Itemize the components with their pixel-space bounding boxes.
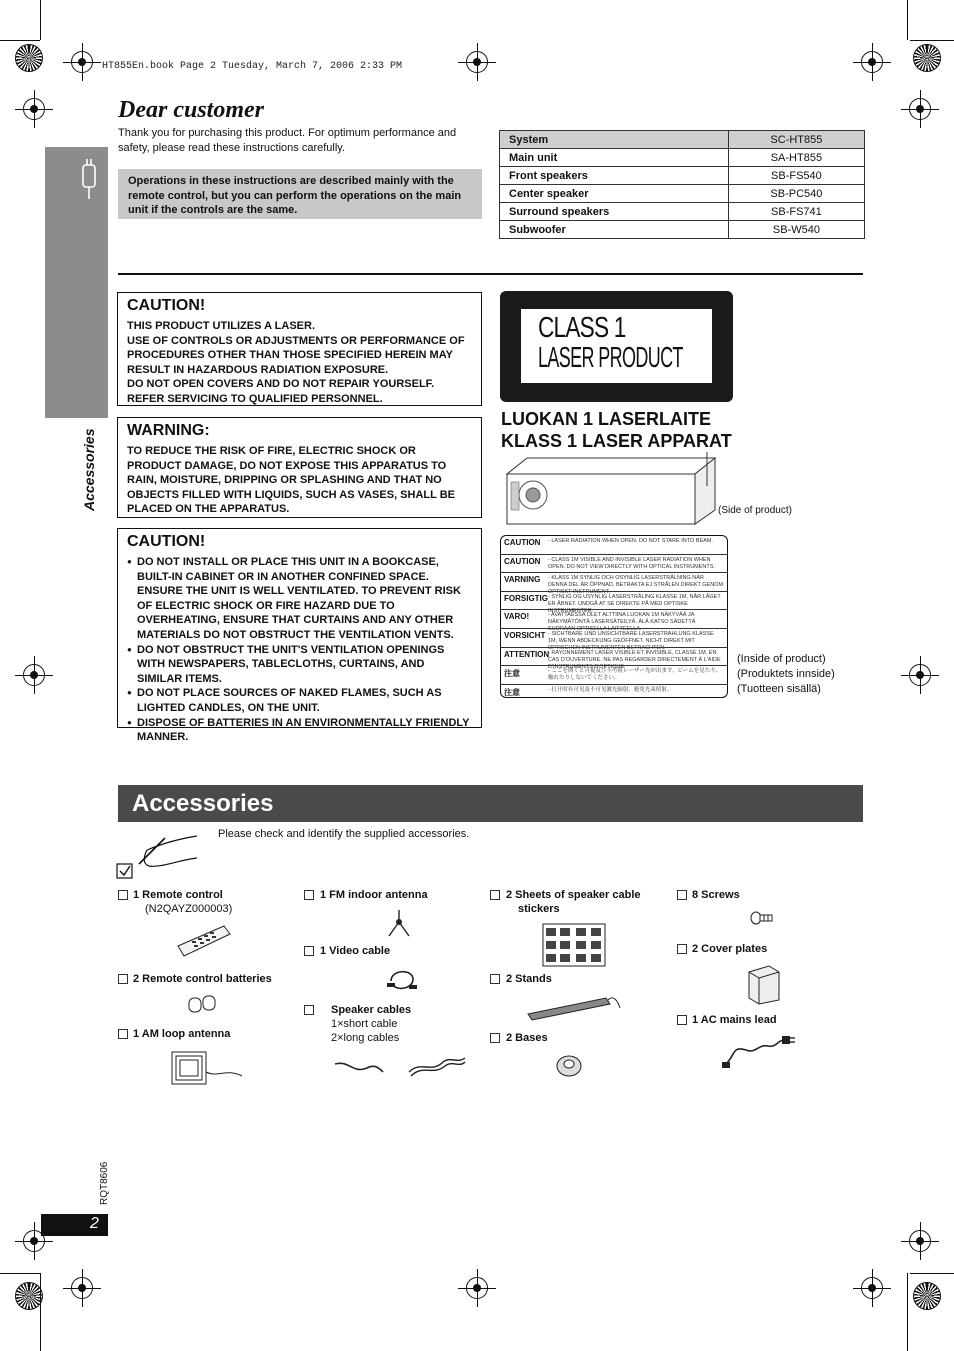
laser-finnish-text: LUOKAN 1 LASERLAITE (501, 409, 712, 429)
laser-class-line2: LASER PRODUCT (538, 342, 683, 374)
base-icon (556, 1052, 582, 1078)
laser-class-line1: CLASS 1 (538, 312, 626, 344)
fm-antenna-icon (387, 910, 411, 938)
table-cell: SB-FS540 (728, 167, 864, 185)
operations-note (118, 169, 482, 219)
table-cell: SB-W540 (728, 221, 864, 239)
accessory-sub: 1×short cable (331, 1018, 398, 1030)
warning-box (117, 417, 482, 518)
accessory-label: 2 Sheets of speaker cable (506, 889, 641, 901)
registration-mark-icon (466, 51, 488, 73)
table-cell: SC-HT855 (728, 131, 864, 149)
inside-caption: (Tuotteen sisällä) (737, 683, 821, 695)
checkbox[interactable] (677, 890, 687, 900)
registration-mark-icon (466, 1277, 488, 1299)
batteries-icon (188, 995, 218, 1015)
page-number: 2 (90, 1215, 99, 1232)
accessory-fm-antenna: 1 FM indoor antenna (320, 889, 428, 901)
table-cell: Surround speakers (500, 203, 729, 221)
registration-mark-icon (861, 1277, 883, 1299)
registration-rosette-icon (15, 44, 43, 72)
warning-title: WARNING: (127, 422, 210, 439)
ac-mains-lead-icon (722, 1034, 796, 1070)
table-row (500, 221, 865, 239)
remote-control-icon (176, 924, 232, 958)
checkbox[interactable] (304, 946, 314, 956)
table-cell: Front speakers (500, 167, 729, 185)
caution-laser-box (117, 292, 482, 406)
inside-caption: (Inside of product) (737, 653, 826, 665)
table-cell: SB-FS741 (728, 203, 864, 221)
operations-note-text: Operations in these instructions are described mainly with the remote control, but you can perform the operations on the main unit if the controls are the same. (128, 175, 462, 216)
caution-line: USE OF CONTROLS OR ADJUSTMENTS OR PERFORMANCE OF PROCEDURES OTHER THAN THOSE SPECIFIED HEREIN MAY RESULT IN HAZARDOUS RADIATION EXPOSURE. (127, 334, 465, 376)
registration-rosette-icon (15, 1282, 43, 1310)
checkbox[interactable] (118, 1029, 128, 1039)
hand-writing-icon (117, 830, 199, 880)
inside-captions (737, 652, 835, 697)
page-title: Dear customer (118, 97, 264, 123)
label-text: - AVATTAESSA OLET ALTTIINA LUOKAN 1M NÄKYVÄÄ JA NÄKYMÄTÖNTÄ LASERSÄTEILYÄ. ÄLÄ KATSO SÄDETTÄ SUORAAN OPTISELLA LAITTEELLA. (548, 612, 696, 633)
registration-mark-icon (861, 51, 883, 73)
table-cell: SB-PC540 (728, 185, 864, 203)
crop-line (0, 40, 40, 41)
crop-line (40, 0, 41, 40)
label-text: - KLASS 1M SYNLIG OCH OSYNLIG LASERSTRÅLNING NÄR DENNA DEL ÄR ÖPPNAD. BETRAKTA EJ STRÅLEN DIREKT GENOM OPTISKT INSTRUMENT. (548, 575, 724, 596)
accessory-speaker-cables (331, 1003, 411, 1045)
label-word: VARO! (504, 612, 530, 622)
table-row (500, 131, 865, 149)
am-loop-antenna-icon (168, 1048, 244, 1088)
registration-mark-icon (23, 664, 45, 686)
crop-line (0, 1273, 40, 1274)
label-word: FORSIGTIG (504, 593, 548, 603)
crop-line (907, 1273, 908, 1351)
table-row (500, 203, 865, 221)
registration-mark-icon (71, 1277, 93, 1299)
registration-mark-icon (71, 51, 93, 73)
accessory-video-cable: 1 Video cable (320, 945, 391, 957)
table-cell: Center speaker (500, 185, 729, 203)
label-row (501, 573, 727, 596)
label-word: ATTENTION (504, 649, 550, 659)
table-cell: Subwoofer (500, 221, 729, 239)
accessory-remote-control (133, 888, 232, 916)
label-row (501, 629, 727, 651)
checkbox[interactable] (304, 890, 314, 900)
crop-line (910, 1273, 954, 1274)
cover-plate-icon (747, 964, 781, 1004)
caution-item: ● DO NOT PLACE SOURCES OF NAKED FLAMES, SUCH AS LIGHTED CANDLES, ON THE UNIT. (127, 686, 472, 715)
registration-mark-icon (23, 98, 45, 120)
table-row (500, 185, 865, 203)
label-text: - SYNLIG OG USYNLIG LASERSTRÅLING KLASSE 1M, NÅR LÅGET ER ÅBNET. UNDGÅ AT SE DIREKTE PÅ MED OPTISKE INSTRUMENTER. (548, 593, 721, 614)
intro-text: Thank you for purchasing this product. For optimum performance and safety, please read these instructions carefully. (118, 127, 457, 154)
registration-rosette-icon (913, 1282, 941, 1310)
label-text: - RAYONNEMENT LASER VISIBLE ET INVISIBLE, CLASSE 1M, EN CAS D'OUVERTURE. NE PAS REGARDER DIRECTEMENT À L'AIDE D'INSTRUMENTS D'OPTIQUE. (548, 649, 721, 670)
accessory-batteries: 2 Remote control batteries (133, 973, 272, 985)
section-title-accessories: Accessories (118, 785, 863, 822)
caution-line: THIS PRODUCT UTILIZES A LASER. (127, 320, 316, 332)
sidebar-label: Accessories (81, 428, 97, 511)
label-text: - 打开时有可见及不可见激光辐射。避免光束照射。 (548, 686, 673, 693)
registration-mark-icon (909, 98, 931, 120)
product-side-drawing (503, 452, 718, 522)
label-text: - CLASS 1M VISIBLE AND INVISIBLE LASER RADIATION WHEN OPEN. DO NOT VIEW DIRECTLY WITH OPTICAL INSTRUMENTS. (548, 556, 715, 570)
section-divider (118, 273, 863, 275)
file-header: HT855En.book Page 2 Tuesday, March 7, 2006 2:33 PM (102, 61, 403, 72)
checkbox[interactable] (118, 974, 128, 984)
label-word: VARNING (504, 575, 541, 585)
accessory-stickers (506, 888, 641, 916)
label-row (501, 685, 727, 698)
checkbox[interactable] (118, 890, 128, 900)
accessory-sub: 2×long cables (331, 1032, 400, 1044)
accessory-am-loop-antenna: 1 AM loop antenna (133, 1028, 231, 1040)
caution-item: ● DO NOT INSTALL OR PLACE THIS UNIT IN A BOOKCASE, BUILT-IN CABINET OR IN ANOTHER CONFINED SPACE. ENSURE THE UNIT IS WELL VENTILATED. TO PREVENT RISK OF ELECTRIC SHOCK OR FIRE HAZARD DUE TO OVERHEATING, ENSURE THAT CURTAINS AND ANY OTHER MATERIALS DO NOT OBSTRUCT THE VENTILATION VENTS. (127, 555, 472, 643)
accessories-intro: Please check and identify the supplied accessories. (218, 828, 470, 840)
label-row (501, 592, 727, 614)
table-row (500, 149, 865, 167)
warning-text: TO REDUCE THE RISK OF FIRE, ELECTRIC SHOCK OR PRODUCT DAMAGE, DO NOT EXPOSE THIS APPARATUS TO RAIN, MOISTURE, DRIPPING OR SPLASHING AND THAT NO OBJECTS FILLED WITH LIQUIDS, SUCH AS VASES, SHALL BE PLACED ON THE APPARATUS. (127, 445, 455, 516)
table-cell: SA-HT855 (728, 149, 864, 167)
accessory-label-cont: stickers (518, 903, 560, 915)
side-caption: (Side of product) (718, 505, 792, 516)
label-text: - LASER RADIATION WHEN OPEN. DO NOT STARE INTO BEAM. (548, 538, 713, 544)
accessory-ac-mains-lead: 1 AC mains lead (692, 1014, 777, 1026)
laser-class-label (500, 291, 733, 402)
registration-mark-icon (909, 664, 931, 686)
accessory-label: Speaker cables (331, 1004, 412, 1016)
caution-list (127, 555, 472, 745)
plug-icon (80, 159, 100, 201)
screw-icon (750, 910, 774, 926)
speaker-cable-long-icon (407, 1054, 467, 1078)
checkbox[interactable] (490, 974, 500, 984)
caution-ventilation-box (117, 528, 482, 744)
video-cable-icon (387, 967, 417, 993)
table-cell: Main unit (500, 149, 729, 167)
document-code: RQT8606 (99, 1161, 110, 1205)
label-word: CAUTION (504, 556, 541, 566)
speaker-cable-short-icon (333, 1058, 385, 1078)
label-row (501, 610, 727, 633)
stand-icon (526, 992, 622, 1022)
caution-line: DO NOT OPEN COVERS AND DO NOT REPAIR YOURSELF. REFER SERVICING TO QUALIFIED PERSONNEL. (127, 378, 435, 405)
inside-caption: (Produktets innside) (737, 668, 835, 680)
registration-rosette-icon (913, 44, 941, 72)
inside-caution-label (500, 535, 728, 698)
label-row (501, 555, 727, 574)
checkbox[interactable] (304, 1005, 314, 1015)
laser-swedish-text: KLASS 1 LASER APPARAT (501, 431, 732, 451)
crop-line (907, 0, 908, 40)
sidebar-tab (45, 147, 108, 418)
label-word: 注意 (504, 669, 520, 679)
checkbox[interactable] (677, 1015, 687, 1025)
table-cell: System (500, 131, 729, 149)
crop-line (40, 1273, 41, 1351)
caution-item: ● DO NOT OBSTRUCT THE UNIT'S VENTILATION OPENINGS WITH NEWSPAPERS, TABLECLOTHS, CURTAINS, AND SIMILAR ITEMS. (127, 643, 472, 687)
registration-mark-icon (909, 1230, 931, 1252)
label-word: 注意 (504, 687, 520, 697)
caution-item: ● DISPOSE OF BATTERIES IN AN ENVIRONMENTALLY FRIENDLY MANNER. (127, 716, 472, 745)
checkbox[interactable] (677, 944, 687, 954)
caution-title: CAUTION! (127, 297, 206, 314)
laser-class-label-inner (521, 309, 712, 383)
label-row (501, 666, 727, 685)
label-word: VORSICHT (504, 630, 546, 640)
crop-line (910, 40, 954, 41)
accessory-sub: (N2QAYZ000003) (145, 903, 233, 915)
accessory-cover-plates: 2 Cover plates (692, 943, 768, 955)
accessory-bases: 2 Bases (506, 1032, 548, 1044)
label-text: - ここを開くと可視及び不可視レーザー光が出ます。ビームを見たり、触れたりしないでください。 (548, 668, 722, 682)
accessory-label: 1 Remote control (133, 889, 223, 901)
stickers-sheet-icon (543, 924, 605, 966)
checkbox[interactable] (490, 1033, 500, 1043)
table-row (500, 167, 865, 185)
model-table (499, 130, 865, 239)
label-row (501, 536, 727, 555)
caution-title: CAUTION! (127, 533, 206, 550)
label-word: CAUTION (504, 538, 541, 547)
label-text: - SICHTBARE UND UNSICHTBARE LASERSTRAHLUNG KLASSE 1M, WENN ABDECKUNG GEÖFFNET. NICHT DIREKT MIT OPTISCHEN INSTRUMENTEN BETRACHTEN. (548, 630, 714, 651)
label-row (501, 648, 727, 670)
checkbox[interactable] (490, 890, 500, 900)
accessory-stands: 2 Stands (506, 973, 552, 985)
accessory-screws: 8 Screws (692, 889, 740, 901)
